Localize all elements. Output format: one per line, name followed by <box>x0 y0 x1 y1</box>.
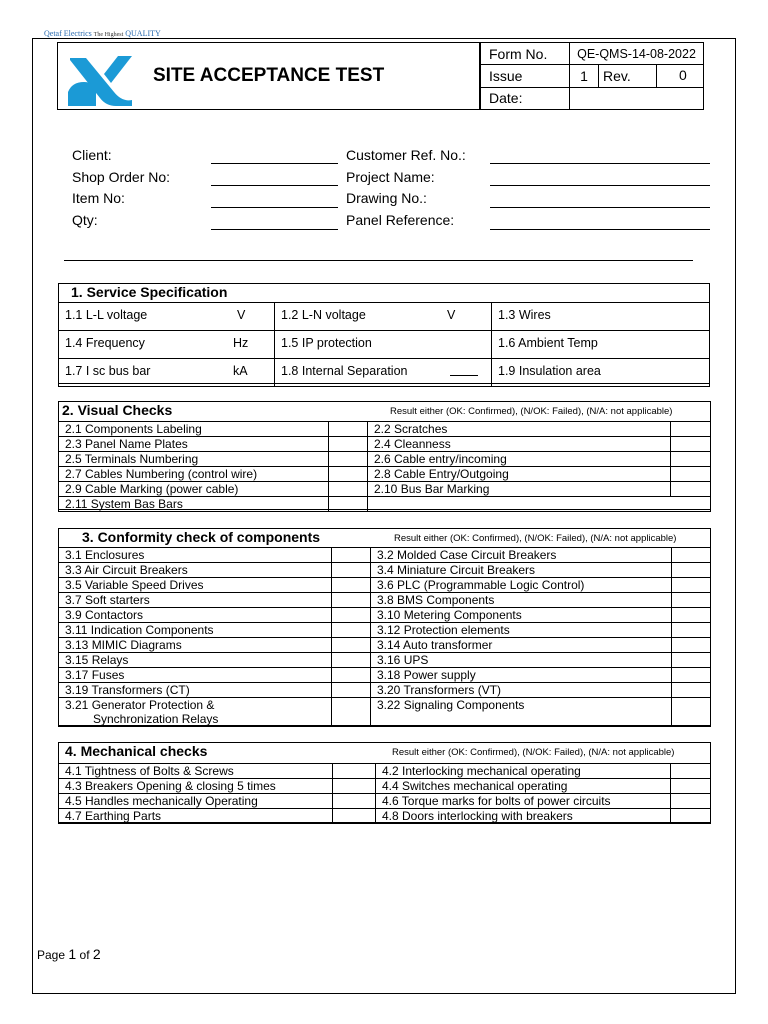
result-cell[interactable] <box>672 638 711 653</box>
visual-checks-title: 2. Visual Checks <box>62 402 173 418</box>
check-item: 4.7 Earthing Parts <box>59 809 333 824</box>
result-cell[interactable] <box>671 422 711 437</box>
check-item: 2.7 Cables Numbering (control wire) <box>59 467 329 482</box>
result-cell[interactable] <box>333 809 376 824</box>
result-cell[interactable] <box>329 482 368 497</box>
spec-unit: kA <box>233 364 248 378</box>
check-item: 2.10 Bus Bar Marking <box>368 482 671 497</box>
check-item: 4.4 Switches mechanical operating <box>376 779 671 794</box>
result-cell[interactable] <box>672 698 711 727</box>
conformity-table <box>58 547 711 727</box>
result-cell[interactable] <box>672 563 711 578</box>
result-cell[interactable] <box>672 623 711 638</box>
result-cell[interactable] <box>332 638 371 653</box>
tagline-small: The Highest <box>93 32 124 38</box>
check-item: 4.5 Handles mechanically Operating <box>59 794 333 809</box>
result-cell[interactable] <box>332 563 371 578</box>
check-item: 2.8 Cable Entry/Outgoing <box>368 467 671 482</box>
shop-order-label: Shop Order No: <box>72 169 171 185</box>
mechanical-title: 4. Mechanical checks <box>65 743 208 759</box>
item-no-label: Item No: <box>72 190 125 206</box>
result-cell[interactable] <box>333 794 376 809</box>
spec-item: 1.4 Frequency <box>65 336 145 350</box>
drawing-no-label: Drawing No.: <box>346 190 427 206</box>
result-cell[interactable] <box>332 683 371 698</box>
qty-label: Qty: <box>72 212 98 228</box>
check-item: 3.3 Air Circuit Breakers <box>59 563 332 578</box>
spec-item: 1.6 Ambient Temp <box>498 336 598 350</box>
result-cell[interactable] <box>672 668 711 683</box>
form-no-label: Form No. <box>481 43 570 65</box>
check-item: 3.15 Relays <box>59 653 332 668</box>
check-item: 3.10 Metering Components <box>371 608 672 623</box>
check-item: 4.1 Tightness of Bolts & Screws <box>59 764 333 779</box>
check-item: 2.11 System Bas Bars <box>59 497 329 512</box>
page-word: Page <box>37 948 66 962</box>
result-cell[interactable] <box>332 548 371 563</box>
result-cell[interactable] <box>329 437 368 452</box>
check-item: 3.18 Power supply <box>371 668 672 683</box>
form-info-table <box>480 42 704 110</box>
result-cell[interactable] <box>332 593 371 608</box>
check-item: 3.6 PLC (Programmable Logic Control) <box>371 578 672 593</box>
item-no-field[interactable] <box>211 207 338 208</box>
header-title-box <box>57 42 480 110</box>
form-no-value: QE-QMS-14-08-2022 <box>570 43 704 65</box>
check-item: 3.8 BMS Components <box>371 593 672 608</box>
shop-order-field[interactable] <box>211 185 338 186</box>
spec-item: 1.3 Wires <box>498 308 551 322</box>
result-cell[interactable] <box>332 578 371 593</box>
check-item: 3.13 MIMIC Diagrams <box>59 638 332 653</box>
check-item: 3.12 Protection elements <box>371 623 672 638</box>
date-value[interactable] <box>570 87 704 109</box>
brand-tagline <box>44 29 161 38</box>
check-item: 3.11 Indication Components <box>59 623 332 638</box>
result-cell[interactable] <box>332 668 371 683</box>
rev-divider <box>656 65 657 86</box>
check-item: 2.1 Components Labeling <box>59 422 329 437</box>
check-item: 2.3 Panel Name Plates <box>59 437 329 452</box>
result-cell[interactable] <box>333 779 376 794</box>
separator-line <box>64 260 693 261</box>
qty-field[interactable] <box>211 229 338 230</box>
check-item: 3.16 UPS <box>371 653 672 668</box>
empty-cell <box>368 497 711 512</box>
spec-item: 1.5 IP protection <box>281 336 372 350</box>
drawing-no-field[interactable] <box>490 207 710 208</box>
result-cell[interactable] <box>329 497 368 512</box>
issue-label: Issue <box>481 65 570 87</box>
spec-item: 1.8 Internal Separation <box>281 364 408 378</box>
check-item: 3.2 Molded Case Circuit Breakers <box>371 548 672 563</box>
check-item: 4.8 Doors interlocking with breakers <box>376 809 671 824</box>
check-item: 4.3 Breakers Opening & closing 5 times <box>59 779 333 794</box>
result-cell[interactable] <box>329 467 368 482</box>
spec-item: 1.9 Insulation area <box>498 364 601 378</box>
result-cell[interactable] <box>672 683 711 698</box>
spec-unit: Hz <box>233 336 249 350</box>
check-item: 2.4 Cleanness <box>368 437 671 452</box>
issue-value: 1 <box>570 65 599 87</box>
visual-checks-table <box>58 421 711 512</box>
check-item: 3.22 Signaling Components <box>371 698 672 727</box>
spec-item: 1.1 L-L voltage <box>65 308 148 322</box>
check-item: 2.6 Cable entry/incoming <box>368 452 671 467</box>
check-item: 3.14 Auto transformer <box>371 638 672 653</box>
project-name-field[interactable] <box>490 185 710 186</box>
client-field[interactable] <box>211 163 338 164</box>
rev-value: 0 <box>679 67 687 84</box>
customer-ref-label: Customer Ref. No.: <box>346 147 466 163</box>
panel-ref-field[interactable] <box>490 229 710 230</box>
check-item <box>59 698 332 727</box>
date-label: Date: <box>481 87 570 109</box>
result-cell[interactable] <box>671 437 711 452</box>
check-item: 3.9 Contactors <box>59 608 332 623</box>
brand-name: Qetaf Electrics <box>44 29 92 38</box>
check-item-line2: Synchronization Relays <box>93 712 219 726</box>
service-spec-table <box>58 302 710 387</box>
separation-blank[interactable] <box>450 375 478 376</box>
check-item: 3.4 Miniature Circuit Breakers <box>371 563 672 578</box>
result-cell[interactable] <box>332 698 371 727</box>
check-item: 3.7 Soft starters <box>59 593 332 608</box>
result-note: Result either (OK: Confirmed), (N/OK: Failed), (N/A: not applicable) <box>390 406 673 417</box>
mechanical-section <box>58 742 711 823</box>
check-item: 3.1 Enclosures <box>59 548 332 563</box>
check-item: 3.19 Transformers (CT) <box>59 683 332 698</box>
result-cell[interactable] <box>672 653 711 668</box>
result-cell[interactable] <box>671 482 711 497</box>
result-cell[interactable] <box>672 548 711 563</box>
result-cell[interactable] <box>332 623 371 638</box>
company-logo <box>66 52 136 108</box>
check-item: 3.5 Variable Speed Drives <box>59 578 332 593</box>
check-item: 2.9 Cable Marking (power cable) <box>59 482 329 497</box>
result-cell[interactable] <box>329 452 368 467</box>
conformity-title: 3. Conformity check of components <box>82 529 321 545</box>
check-item-line1: 3.21 Generator Protection & <box>65 698 215 712</box>
check-item: 3.20 Transformers (VT) <box>371 683 672 698</box>
spec-item: 1.7 I sc bus bar <box>65 364 151 378</box>
page-total: 2 <box>92 946 101 962</box>
check-item: 4.6 Torque marks for bolts of power circuits <box>376 794 671 809</box>
service-spec-section <box>58 283 710 384</box>
check-item: 2.5 Terminals Numbering <box>59 452 329 467</box>
check-item: 3.17 Fuses <box>59 668 332 683</box>
page-title: SITE ACCEPTANCE TEST <box>153 65 385 86</box>
conformity-section <box>58 528 711 726</box>
result-cell[interactable] <box>671 779 711 794</box>
rev-label: Rev. <box>603 67 631 84</box>
result-cell[interactable] <box>672 578 711 593</box>
visual-checks-section <box>58 401 711 510</box>
result-cell[interactable] <box>671 794 711 809</box>
result-cell[interactable] <box>671 764 711 779</box>
result-cell[interactable] <box>671 467 711 482</box>
result-cell[interactable] <box>671 809 711 824</box>
result-cell[interactable] <box>671 452 711 467</box>
result-note: Result either (OK: Confirmed), (N/OK: Failed), (N/A: not applicable) <box>394 533 677 544</box>
service-spec-title: 1. Service Specification <box>71 284 228 300</box>
of-word: of <box>79 948 90 962</box>
page-current: 1 <box>68 946 77 962</box>
result-cell[interactable] <box>672 593 711 608</box>
result-cell[interactable] <box>672 608 711 623</box>
result-cell[interactable] <box>332 653 371 668</box>
client-label: Client: <box>72 147 112 163</box>
check-item: 2.2 Scratches <box>368 422 671 437</box>
project-name-label: Project Name: <box>346 169 435 185</box>
tagline-quality: QUALITY <box>125 29 161 38</box>
result-note: Result either (OK: Confirmed), (N/OK: Failed), (N/A: not applicable) <box>392 747 675 758</box>
check-item: 4.2 Interlocking mechanical operating <box>376 764 671 779</box>
result-cell[interactable] <box>329 422 368 437</box>
customer-ref-field[interactable] <box>490 163 710 164</box>
panel-ref-label: Panel Reference: <box>346 212 455 228</box>
result-cell[interactable] <box>332 608 371 623</box>
mechanical-table <box>58 763 711 824</box>
spec-item: 1.2 L-N voltage <box>281 308 366 322</box>
result-cell[interactable] <box>333 764 376 779</box>
spec-unit: V <box>447 308 456 322</box>
spec-unit: V <box>237 308 246 322</box>
page-number <box>37 946 101 962</box>
